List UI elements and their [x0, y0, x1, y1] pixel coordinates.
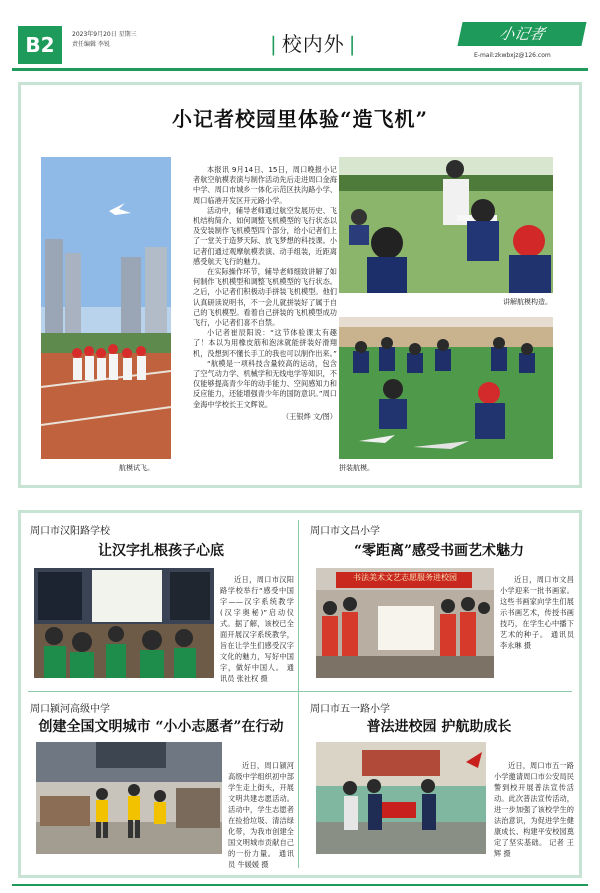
- article-body: [193, 165, 337, 465]
- brief1-reporter: 通讯员 张社权 摄: [220, 663, 294, 683]
- caption-photo3: 拼装航模。: [339, 464, 374, 472]
- brief1-school: 周口市汉阳路学校: [30, 526, 110, 537]
- brief3-reporter: 通讯员 牛媛媛 摄: [228, 849, 294, 869]
- contact-email: E-mail:zkwbxjz@126.com: [474, 52, 551, 59]
- brief4-photo: [316, 742, 486, 854]
- brief3-text: [228, 760, 294, 870]
- brief2-reporter: 通讯员 李永琳 摄: [500, 630, 574, 650]
- header-meta: [72, 30, 137, 50]
- brief3-body: 近日，周口颍河高级中学组织初中部学生走上街头，开展文明共建志愿活动。活动中，学生志愿者在捡拾垃圾、清洁绿化带，为我市创建全国文明城市贡献自己的一份力量。: [228, 761, 294, 858]
- banner-text: 书法美术文艺志愿服务进校园: [353, 573, 457, 582]
- brief1-photo: [34, 568, 214, 678]
- article-title: 小记者校园里体验“造飞机”: [171, 107, 428, 131]
- caption-photo1: 航模试飞。: [119, 464, 154, 472]
- brief4-text: [494, 760, 574, 859]
- article-paragraph: 小记者崔辰阳说：“这节体验课太有趣了！本以为用橡皮筋和泡沫就能拼装好滑翔机，没想到不懂长手工的我也可以制作出来。”: [193, 328, 337, 358]
- header-rule: [12, 68, 588, 71]
- brief2-school: 周口市文昌小学: [310, 526, 380, 537]
- brief3-photo: [36, 742, 222, 854]
- brief2-body: 近日，周口市文昌小学迎来一批书画家。这些书画家向学生们展示书画艺术，传授书画技巧，在学生心中播下艺术的种子。: [500, 575, 574, 639]
- article-paragraph: 本报讯 9月14日、15日，周口晚报小记者航空航模表演与制作活动先后走进周口金海中学、周口市城乡一体化示范区扶沟路小学、周口临港开发区开元路小学。: [193, 165, 337, 205]
- article-paragraph: 在实际操作环节，辅导老师细致讲解了如何制作飞机模型和调整飞机模型的飞行状态。之后，小记者们积极动手拼装飞机模型。他们认真研读说明书，不一会儿就拼装好了属于自己的飞机模型。看着自己拼装的飞机模型成功飞行，小记者们喜不自禁。: [193, 267, 337, 328]
- editor-line: 责任编辑 李锐: [72, 41, 110, 48]
- brief1-text: [220, 574, 294, 684]
- brief2-banner: [335, 571, 475, 585]
- brief4-title: 普法进校园 护航助成长: [366, 719, 512, 735]
- photo-explaining-structure: [339, 157, 553, 293]
- brief4-body: 近日，周口市五一路小学邀请周口市公安局民警到校开展普法宣传活动。此次普法宣传活动，进一步加强了该校学生的法治意识，为促进学生健康成长、构建平安校园奠定了坚实基础。: [494, 761, 574, 847]
- brief3-school: 周口颍河高级中学: [30, 704, 110, 715]
- section-name: | 校内外 |: [270, 32, 357, 56]
- date-line: 2023年9月20日 星期三: [72, 31, 137, 38]
- brief2-title: “零距离”感受书画艺术魅力: [353, 543, 525, 559]
- article-paragraph: “航模是一项科技含量较高的运动，包含了空气动力学、机械学和无线电学等知识，不仅能够提高青少年的动手能力、空间感知力和反应能力，还能增强青少年的国防意识。”周口金海中学校长王文辉说。: [193, 358, 337, 409]
- article-paragraph: 活动中，辅导老师通过航空发展历史、飞机结构简介、如何调整飞机模型的飞行状态以及安装制作飞机模型四个部分，给小记者们上了一堂关于造梦天际、放飞梦想的科技课。小记者们通过观摩航模表演、动手组装，近距离感受航天飞行的魅力。: [193, 205, 337, 266]
- column-divider: [298, 520, 299, 868]
- page-number: B2: [18, 26, 62, 64]
- brief2-text: [500, 574, 574, 651]
- photo-assembling-models: [339, 317, 553, 459]
- caption-photo2: 讲解航模构造。: [503, 298, 552, 306]
- brief1-title: 让汉字扎根孩子心底: [98, 543, 224, 559]
- main-article: [18, 82, 582, 488]
- footer-rule: [12, 884, 588, 886]
- brief4-school: 周口市五一路小学: [310, 704, 390, 715]
- brief1-body: 近日，周口市汉阳路学校举行“感受中国字——汉字系统教学(汉字奥秘)”启动仪式。据了解，该校已全面开展汉字系统教学，旨在让学生们感受汉字文化的魅力，写好中国字，做好中国人。: [220, 575, 294, 672]
- photo-model-flight: [41, 157, 171, 459]
- article-byline: （王银烨 文/图）: [281, 411, 337, 421]
- row-divider: [28, 691, 572, 692]
- page-header: [12, 8, 588, 70]
- brief3-title: 创建全国文明城市 “小小志愿者”在行动: [38, 719, 284, 735]
- section-label: 校内外: [281, 32, 345, 56]
- brief4-reporter: 记者 王辉 摄: [494, 838, 574, 858]
- brand-logo: 小记者: [457, 22, 586, 46]
